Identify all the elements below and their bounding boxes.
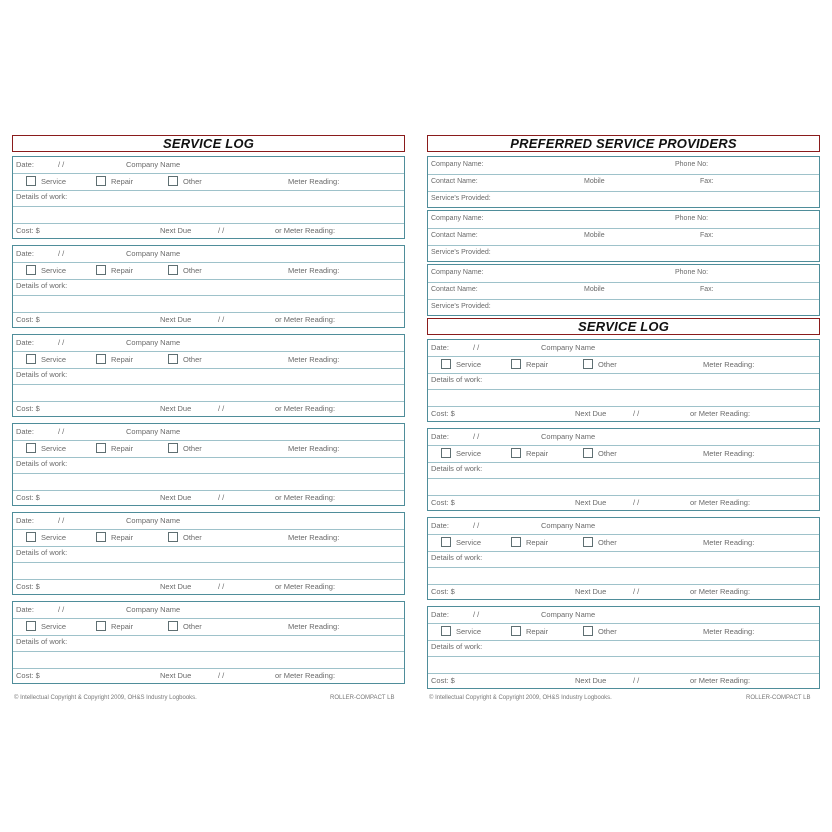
date-label: Date: — [431, 521, 449, 530]
or-meter-reading-label: or Meter Reading: — [690, 676, 751, 685]
cost-row — [13, 223, 404, 239]
or-meter-reading-label: or Meter Reading: — [690, 409, 751, 418]
date-field[interactable]: / / — [58, 160, 65, 169]
or-meter-reading-label: or Meter Reading: — [275, 226, 336, 235]
cost-row — [13, 401, 404, 417]
details-row[interactable] — [13, 279, 404, 296]
service-label: Service — [456, 627, 482, 636]
company-name-label: Company Name — [126, 605, 181, 614]
service-log-entries — [12, 156, 405, 684]
type-row — [13, 351, 404, 369]
details-label: Details of work: — [16, 192, 68, 201]
service-log-entry — [427, 339, 820, 422]
repair-checkbox[interactable] — [96, 354, 106, 364]
repair-checkbox[interactable] — [96, 621, 106, 631]
preferred-providers-title: PREFERRED SERVICE PROVIDERS — [427, 135, 820, 152]
next-due-field[interactable]: / / — [218, 315, 225, 324]
details-row[interactable] — [428, 640, 819, 657]
cost-row — [13, 668, 404, 684]
next-due-field[interactable]: / / — [633, 498, 640, 507]
provider-services-label: Service's Provided: — [431, 303, 491, 310]
details-line[interactable] — [13, 384, 404, 402]
service-checkbox[interactable] — [26, 621, 36, 631]
date-row — [428, 518, 819, 535]
details-line[interactable] — [428, 656, 819, 674]
details-row[interactable] — [13, 368, 404, 385]
next-due-label: Next Due — [575, 676, 607, 685]
cost-label: Cost: $ — [16, 493, 40, 502]
service-label: Service — [456, 360, 482, 369]
service-log-entries — [427, 339, 820, 689]
provider-block — [427, 156, 820, 208]
cost-label: Cost: $ — [16, 404, 40, 413]
or-meter-reading-label: or Meter Reading: — [275, 404, 336, 413]
type-row — [13, 618, 404, 636]
details-line[interactable] — [13, 651, 404, 669]
provider-mobile-label: Mobile — [584, 178, 605, 185]
next-due-label: Next Due — [575, 409, 607, 418]
cost-row — [13, 490, 404, 506]
other-label: Other — [598, 627, 617, 636]
type-row — [428, 445, 819, 463]
cost-row — [13, 312, 404, 328]
other-checkbox[interactable] — [583, 537, 593, 547]
date-label: Date: — [431, 610, 449, 619]
service-label: Service — [456, 538, 482, 547]
date-field[interactable]: / / — [58, 516, 65, 525]
repair-checkbox[interactable] — [511, 537, 521, 547]
meter-reading-label: Meter Reading: — [703, 627, 755, 636]
cost-row — [13, 579, 404, 595]
other-label: Other — [183, 355, 202, 364]
or-meter-reading-label: or Meter Reading: — [275, 493, 336, 502]
type-row — [428, 623, 819, 641]
other-checkbox[interactable] — [168, 176, 178, 186]
type-row — [13, 440, 404, 458]
next-due-label: Next Due — [160, 582, 192, 591]
service-log-entry — [427, 517, 820, 600]
service-checkbox[interactable] — [26, 265, 36, 275]
service-log-entry — [12, 334, 405, 417]
details-row[interactable] — [13, 457, 404, 474]
service-label: Service — [41, 622, 67, 631]
repair-checkbox[interactable] — [511, 448, 521, 458]
date-field[interactable]: / / — [473, 432, 480, 441]
repair-label: Repair — [111, 622, 134, 631]
other-checkbox[interactable] — [168, 265, 178, 275]
right-page — [427, 135, 820, 695]
cost-row — [428, 584, 819, 600]
cost-row — [428, 495, 819, 511]
provider-contact-row[interactable] — [428, 174, 819, 192]
date-row — [428, 340, 819, 357]
service-log-entry — [12, 512, 405, 595]
service-log-entry — [427, 606, 820, 689]
next-due-label: Next Due — [160, 226, 192, 235]
date-field[interactable]: / / — [58, 338, 65, 347]
next-due-label: Next Due — [575, 587, 607, 596]
provider-fax-label: Fax: — [700, 232, 714, 239]
meter-reading-label: Meter Reading: — [288, 177, 340, 186]
company-name-label: Company Name — [126, 160, 181, 169]
date-label: Date: — [16, 427, 34, 436]
date-row — [428, 429, 819, 446]
service-label: Service — [41, 266, 67, 275]
other-label: Other — [598, 360, 617, 369]
provider-contact-row[interactable] — [428, 282, 819, 300]
date-row — [13, 602, 404, 619]
date-field[interactable]: / / — [473, 343, 480, 352]
details-label: Details of work: — [16, 281, 68, 290]
details-row[interactable] — [428, 551, 819, 568]
service-log-title: SERVICE LOG — [12, 135, 405, 152]
details-line[interactable] — [13, 295, 404, 313]
date-label: Date: — [16, 160, 34, 169]
provider-services-row[interactable] — [428, 191, 819, 208]
service-label: Service — [41, 444, 67, 453]
footer-code: ROLLER-COMPACT LB — [746, 695, 811, 701]
repair-label: Repair — [526, 449, 549, 458]
provider-blocks — [427, 156, 820, 316]
type-row — [428, 534, 819, 552]
meter-reading-label: Meter Reading: — [703, 360, 755, 369]
cost-row — [428, 673, 819, 689]
details-row[interactable] — [428, 373, 819, 390]
company-name-label: Company Name — [126, 249, 181, 258]
provider-company-row[interactable] — [428, 157, 819, 175]
repair-checkbox[interactable] — [96, 176, 106, 186]
type-row — [13, 262, 404, 280]
provider-company-row[interactable] — [428, 265, 819, 283]
provider-services-row[interactable] — [428, 299, 819, 316]
next-due-field[interactable]: / / — [633, 587, 640, 596]
other-checkbox[interactable] — [168, 443, 178, 453]
service-checkbox[interactable] — [26, 176, 36, 186]
provider-fax-label: Fax: — [700, 286, 714, 293]
other-checkbox[interactable] — [583, 448, 593, 458]
footer-copyright: © Intellectual Copyright & Copyright 2009, OH&S Industry Logbooks. — [429, 695, 612, 701]
cost-label: Cost: $ — [16, 582, 40, 591]
provider-services-label: Service's Provided: — [431, 195, 491, 202]
next-due-field[interactable]: / / — [218, 404, 225, 413]
details-line[interactable] — [13, 473, 404, 491]
next-due-field[interactable]: / / — [218, 582, 225, 591]
details-line[interactable] — [428, 478, 819, 496]
company-name-label: Company Name — [126, 338, 181, 347]
other-label: Other — [183, 266, 202, 275]
details-line[interactable] — [13, 562, 404, 580]
date-field[interactable]: / / — [58, 605, 65, 614]
other-label: Other — [598, 449, 617, 458]
repair-label: Repair — [111, 533, 134, 542]
provider-block — [427, 264, 820, 316]
date-field[interactable]: / / — [473, 521, 480, 530]
cost-label: Cost: $ — [431, 587, 455, 596]
company-name-label: Company Name — [541, 521, 596, 530]
repair-checkbox[interactable] — [96, 532, 106, 542]
date-label: Date: — [16, 605, 34, 614]
provider-phone-label: Phone No: — [675, 269, 709, 276]
or-meter-reading-label: or Meter Reading: — [275, 671, 336, 680]
details-line[interactable] — [13, 206, 404, 224]
meter-reading-label: Meter Reading: — [288, 266, 340, 275]
details-label: Details of work: — [431, 375, 483, 384]
provider-fax-label: Fax: — [700, 178, 714, 185]
cost-label: Cost: $ — [431, 498, 455, 507]
provider-contact-label: Contact Name: — [431, 178, 478, 185]
or-meter-reading-label: or Meter Reading: — [690, 587, 751, 596]
type-row — [13, 529, 404, 547]
date-label: Date: — [16, 249, 34, 258]
repair-label: Repair — [111, 266, 134, 275]
or-meter-reading-label: or Meter Reading: — [275, 582, 336, 591]
service-label: Service — [41, 355, 67, 364]
type-row — [13, 173, 404, 191]
company-name-label: Company Name — [126, 427, 181, 436]
date-label: Date: — [431, 343, 449, 352]
service-checkbox[interactable] — [441, 448, 451, 458]
details-label: Details of work: — [431, 553, 483, 562]
details-label: Details of work: — [16, 637, 68, 646]
provider-mobile-label: Mobile — [584, 232, 605, 239]
service-checkbox[interactable] — [26, 443, 36, 453]
details-row[interactable] — [13, 635, 404, 652]
service-log-entry — [12, 156, 405, 239]
date-label: Date: — [16, 516, 34, 525]
details-row[interactable] — [13, 190, 404, 207]
details-label: Details of work: — [431, 642, 483, 651]
type-row — [428, 356, 819, 374]
meter-reading-label: Meter Reading: — [703, 449, 755, 458]
footer-copyright: © Intellectual Copyright & Copyright 2009, OH&S Industry Logbooks. — [14, 695, 197, 701]
details-row[interactable] — [13, 546, 404, 563]
other-checkbox[interactable] — [583, 626, 593, 636]
repair-checkbox[interactable] — [96, 443, 106, 453]
provider-phone-label: Phone No: — [675, 215, 709, 222]
other-label: Other — [183, 622, 202, 631]
cost-row — [428, 406, 819, 422]
provider-services-row[interactable] — [428, 245, 819, 262]
service-log-entry — [12, 601, 405, 684]
details-label: Details of work: — [431, 464, 483, 473]
next-due-field[interactable]: / / — [218, 493, 225, 502]
next-due-field[interactable]: / / — [633, 676, 640, 685]
next-due-label: Next Due — [160, 493, 192, 502]
cost-label: Cost: $ — [431, 409, 455, 418]
details-line[interactable] — [428, 389, 819, 407]
service-checkbox[interactable] — [441, 537, 451, 547]
or-meter-reading-label: or Meter Reading: — [275, 315, 336, 324]
repair-label: Repair — [111, 177, 134, 186]
provider-contact-label: Contact Name: — [431, 232, 478, 239]
next-due-label: Next Due — [160, 404, 192, 413]
next-due-field[interactable]: / / — [633, 409, 640, 418]
provider-contact-label: Contact Name: — [431, 286, 478, 293]
meter-reading-label: Meter Reading: — [288, 355, 340, 364]
company-name-label: Company Name — [541, 343, 596, 352]
details-line[interactable] — [428, 567, 819, 585]
repair-checkbox[interactable] — [511, 359, 521, 369]
repair-checkbox[interactable] — [511, 626, 521, 636]
service-checkbox[interactable] — [26, 354, 36, 364]
date-field[interactable]: / / — [473, 610, 480, 619]
repair-label: Repair — [526, 360, 549, 369]
provider-mobile-label: Mobile — [584, 286, 605, 293]
cost-label: Cost: $ — [16, 671, 40, 680]
repair-checkbox[interactable] — [96, 265, 106, 275]
next-due-field[interactable]: / / — [218, 671, 225, 680]
service-checkbox[interactable] — [26, 532, 36, 542]
provider-contact-row[interactable] — [428, 228, 819, 246]
other-checkbox[interactable] — [168, 621, 178, 631]
service-label: Service — [456, 449, 482, 458]
repair-label: Repair — [111, 444, 134, 453]
date-label: Date: — [431, 432, 449, 441]
other-checkbox[interactable] — [168, 532, 178, 542]
provider-company-label: Company Name: — [431, 215, 484, 222]
service-label: Service — [41, 177, 67, 186]
provider-block — [427, 210, 820, 262]
company-name-label: Company Name — [126, 516, 181, 525]
provider-services-label: Service's Provided: — [431, 249, 491, 256]
service-log-entry — [12, 423, 405, 506]
left-page — [12, 135, 405, 690]
details-label: Details of work: — [16, 548, 68, 557]
date-row — [13, 246, 404, 263]
date-field[interactable]: / / — [58, 427, 65, 436]
service-log-entry — [427, 428, 820, 511]
or-meter-reading-label: or Meter Reading: — [690, 498, 751, 507]
meter-reading-label: Meter Reading: — [288, 533, 340, 542]
cost-label: Cost: $ — [431, 676, 455, 685]
cost-label: Cost: $ — [16, 226, 40, 235]
other-label: Other — [183, 444, 202, 453]
repair-label: Repair — [526, 627, 549, 636]
date-row — [428, 607, 819, 624]
repair-label: Repair — [526, 538, 549, 547]
next-due-label: Next Due — [575, 498, 607, 507]
details-label: Details of work: — [16, 459, 68, 468]
service-log-entry — [12, 245, 405, 328]
provider-company-label: Company Name: — [431, 161, 484, 168]
service-log-title: SERVICE LOG — [427, 318, 820, 335]
provider-company-label: Company Name: — [431, 269, 484, 276]
next-due-label: Next Due — [160, 315, 192, 324]
other-label: Other — [183, 177, 202, 186]
meter-reading-label: Meter Reading: — [288, 444, 340, 453]
date-field[interactable]: / / — [58, 249, 65, 258]
service-label: Service — [41, 533, 67, 542]
company-name-label: Company Name — [541, 432, 596, 441]
service-checkbox[interactable] — [441, 626, 451, 636]
footer-code: ROLLER-COMPACT LB — [330, 695, 395, 701]
provider-company-row[interactable] — [428, 211, 819, 229]
details-label: Details of work: — [16, 370, 68, 379]
other-label: Other — [598, 538, 617, 547]
date-row — [13, 424, 404, 441]
date-row — [13, 513, 404, 530]
service-checkbox[interactable] — [441, 359, 451, 369]
meter-reading-label: Meter Reading: — [703, 538, 755, 547]
date-label: Date: — [16, 338, 34, 347]
date-row — [13, 335, 404, 352]
other-checkbox[interactable] — [168, 354, 178, 364]
other-checkbox[interactable] — [583, 359, 593, 369]
next-due-field[interactable]: / / — [218, 226, 225, 235]
details-row[interactable] — [428, 462, 819, 479]
date-row — [13, 157, 404, 174]
repair-label: Repair — [111, 355, 134, 364]
next-due-label: Next Due — [160, 671, 192, 680]
cost-label: Cost: $ — [16, 315, 40, 324]
provider-phone-label: Phone No: — [675, 161, 709, 168]
meter-reading-label: Meter Reading: — [288, 622, 340, 631]
company-name-label: Company Name — [541, 610, 596, 619]
other-label: Other — [183, 533, 202, 542]
